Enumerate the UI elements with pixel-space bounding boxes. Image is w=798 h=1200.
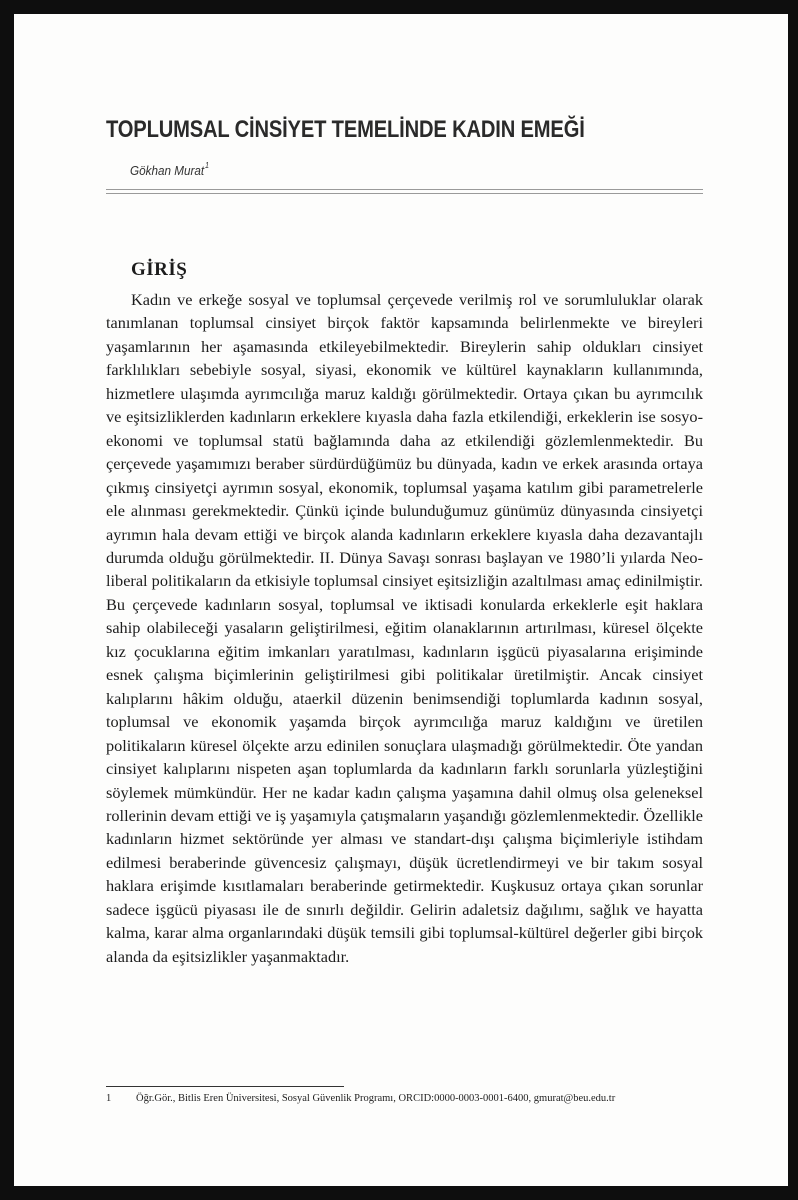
footnote-number: 1: [106, 1093, 112, 1104]
footnote-divider: [106, 1086, 344, 1087]
footnote-text: Öğr.Gör., Bitlis Eren Üniversitesi, Sosyal Güvenlik Programı, ORCID:0000-0003-0001-6400, gmurat@beu.edu.tr: [136, 1093, 616, 1104]
author-footnote-marker[interactable]: 1: [205, 161, 210, 170]
author-line: [130, 163, 209, 178]
section-heading: GİRİŞ: [131, 259, 188, 280]
title-divider: [106, 189, 703, 194]
body-paragraph: Kadın ve erkeğe sosyal ve toplumsal çerçevede verilmiş rol ve sorumluluklar olarak tanımlanan toplumsal cinsiyet birçok faktör kapsamında belirlenmekte ve bireyleri yaşamlarının her aşamasında etkileyebilmektedir. Bireylerin sahip oldukları cinsiyet farklılıkları sebebiyle sosyal, siyasi, ekonomik ve kültürel kaynakların kullanımında, hizmetlere ulaşımda ayrımcılığa maruz kaldığı görülmektedir. Ortaya çıkan bu ayrımcılık ve eşitsizliklerden kadınların erkeklere kıyasla daha fazla etkilendiği, erkeklerin ise sosyo-ekonomi ve toplumsal statü bağlamında daha az etkilendiği gözlemlenmektedir. Bu çerçevede yaşamımızı beraber sürdürdüğümüz bu dünyada, kadın ve erkek arasında ortaya çıkmış cinsiyetçi ayrımın sosyal, ekonomik, toplumsal yaşama katılım gibi parametrelerle ele alınması gerekmektedir. Çünkü içinde bulunduğumuz günümüz dünyasında cinsiyetçi ayrımın hala devam ettiği ve birçok alanda kadınların erkeklere kıyasla daha dezavantajlı durumda olduğu görülmektedir. II. Dünya Savaşı sonrası başlayan ve 1980’li yılarda Neo-liberal politikaların da etkisiyle toplumsal cinsiyet eşitsizliğin azaltılması amaç edinilmiştir. Bu çerçevede kadınların sosyal, toplumsal ve iktisadi konularda erkeklerle eşit haklara sahip olabileceği yasaların geliştirilmesi, eğitim olanaklarının artırılması, küresel ölçekte kız çocuklarına eğitim imkanları yaratılması, kadınların işgücü piyasalarına erişiminde esnek çalışma biçimlerinin geliştirilmesi gibi politikalar üretilmiştir. Ancak cinsiyet kalıplarını hâkim olduğu, ataerkil düzenin benimsendiği toplumlarda kadının sosyal, toplumsal ve ekonomik yaşamda birçok ayrımcılığa maruz kaldığını ve üretilen politikaların küresel ölçekte arzu edinilen sonuçlara ulaşmadığı görülmektedir. Öte yandan cinsiyet kalıplarını nispeten aşan toplumlarda da kadınların farklı sorunlarla yüzleştiğini söylemek mümkündür. Her ne kadar kadın çalışma yaşamına dahil olmuş olsa geleneksel rollerinin devam ettiği ve iş yaşamıyla çatışmaların yaşandığı gözlemlenmektedir. Özellikle kadınların hizmet sektöründe yer alması ve standart-dışı çalışma biçimleriyle istihdam edilmesi beraberinde güvencesiz çalışmayı, düşük ücretlendirmeyi ve bir takım sosyal haklara erişimde kısıtlamaları beraberinde getirmektedir. Kuşkusuz ortaya çıkan sorunlar sadece işgücü piyasası ile de sınırlı değildir. Gelirin adaletsiz dağılımı, sağlık ve hayatta kalma, karar alma organlarındaki düşük temsili gibi toplumsal-kültürel değerler gibi birçok alanda da eşitsizlikler yaşanmaktadır.: [106, 290, 703, 966]
paper-title: TOPLUMSAL CİNSİYET TEMELİNDE KADIN EMEĞİ: [106, 116, 585, 143]
footnote: [106, 1093, 615, 1104]
document-page: [14, 14, 788, 1186]
author-name: Gökhan Murat: [130, 163, 205, 178]
